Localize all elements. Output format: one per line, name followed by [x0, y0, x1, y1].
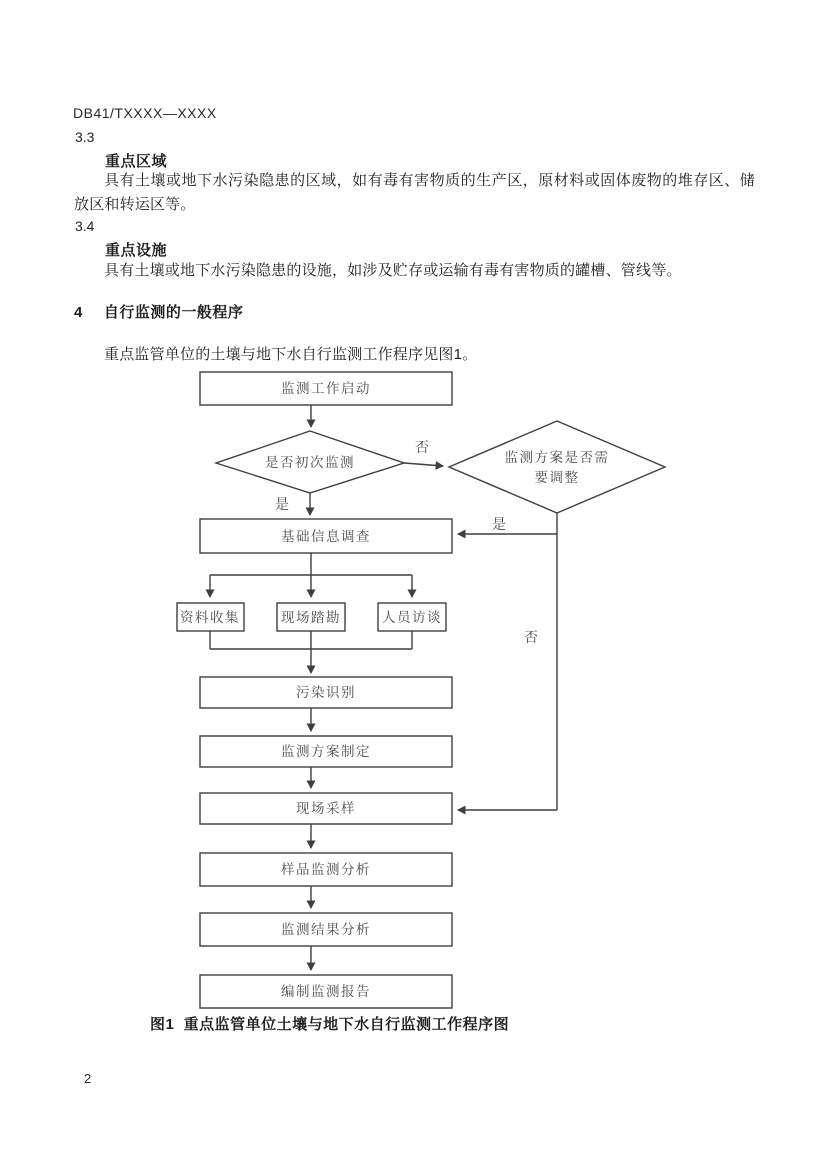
section-3-3-number: 3.3 [75, 129, 95, 145]
flow-label-no-plancheck: 否 [524, 629, 538, 645]
flow-label-yes-first: 是 [275, 496, 289, 512]
flow-node-pollutionid-label: 污染识别 [296, 685, 356, 700]
flow-node-interview-label: 人员访谈 [382, 610, 442, 625]
flow-node-report-label: 编制监测报告 [281, 984, 371, 999]
flow-node-datacollect-label: 资料收集 [180, 610, 240, 625]
flow-node-plancheck-label-line2: 要调整 [534, 470, 580, 485]
flow-node-basicinfo-label: 基础信息调查 [281, 529, 371, 544]
flow-edge-firstcheck-to-plancheck [404, 463, 443, 466]
chapter-4-number: 4 [74, 304, 83, 321]
flow-label-yes-plancheck: 是 [492, 516, 506, 532]
flowchart [0, 365, 827, 1015]
section-3-3-title: 重点区域 [105, 153, 168, 170]
page-number: 2 [84, 1071, 92, 1086]
flow-node-firstcheck-label: 是否初次监测 [265, 455, 355, 470]
flow-node-resultanalysis-label: 监测结果分析 [281, 922, 371, 937]
section-3-4-body: 具有土壤或地下水污染隐患的设施，如涉及贮存或运输有毒有害物质的罐槽、管线等。 [104, 262, 682, 279]
flow-node-start-label: 监测工作启动 [281, 381, 371, 396]
flow-node-sampling-label: 现场采样 [296, 801, 356, 816]
section-3-3-body: 具有土壤或地下水污染隐患的区域，如有毒有害物质的生产区，原材料或固体废物的堆存区、储放区和转运区等。 [74, 172, 755, 213]
flow-node-plancheck-diamond [449, 421, 665, 513]
flow-node-planmaking-label: 监测方案制定 [281, 744, 371, 759]
document-code: DB41/TXXXX—XXXX [73, 105, 217, 121]
flow-node-plancheck-label-line1: 监测方案是否需 [504, 450, 610, 465]
flow-label-no-first: 否 [415, 439, 429, 455]
flow-node-sampleanalysis-label: 样品监测分析 [281, 862, 371, 877]
section-3-4-title: 重点设施 [105, 242, 168, 259]
chapter-4-heading [74, 301, 243, 322]
figure-caption: 图1 重点监管单位土壤与地下水自行监测工作程序图 [150, 1016, 510, 1033]
chapter-4-title: 自行监测的一般程序 [103, 304, 244, 321]
section-3-4-number: 3.4 [75, 218, 95, 234]
flow-node-sitesurvey-label: 现场踏勘 [281, 610, 341, 625]
chapter-4-intro: 重点监管单位的土壤与地下水自行监测工作程序见图1。 [104, 346, 478, 363]
